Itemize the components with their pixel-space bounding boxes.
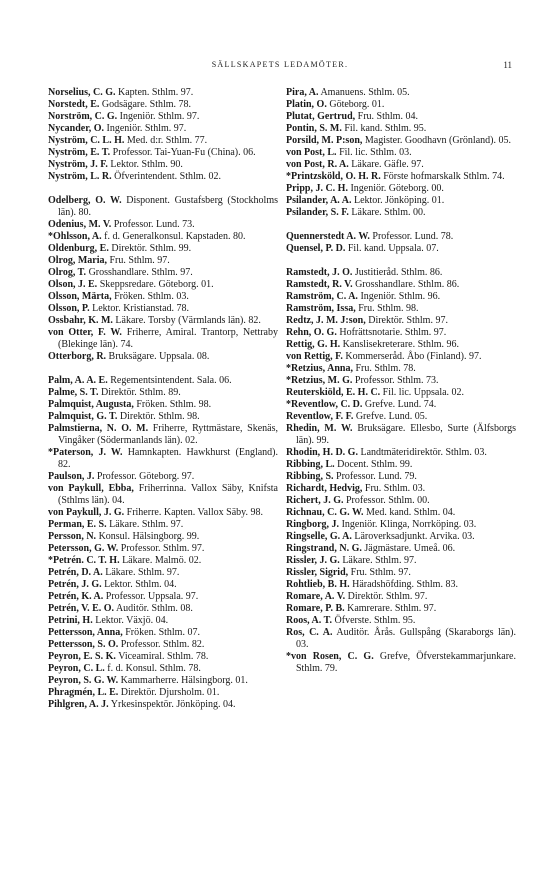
member-details: Bruksägare. Ellesbo, Surte (Älfsborgs län). 99. <box>296 423 516 446</box>
member-details: Grefve. Lund. 05. <box>353 411 428 422</box>
member-entry <box>48 243 278 255</box>
member-entry <box>48 351 278 363</box>
member-details: Läkare. Sthlm. 00. <box>348 207 426 218</box>
member-name: Rettig, G. H. <box>286 339 341 350</box>
member-name: Palmquist, Augusta, <box>48 399 134 410</box>
member-details: Lektor. Växjö. 04. <box>92 615 169 626</box>
member-name: *Petrén. C. T. H. <box>48 555 120 566</box>
member-name: Ribbing, S. <box>286 471 334 482</box>
member-details: Lektor. Sthlm. 90. <box>107 159 183 170</box>
member-entry <box>286 447 516 459</box>
member-entry <box>48 327 278 351</box>
member-name: Pira, A. <box>286 87 319 98</box>
member-name: Pihlgren, A. J. <box>48 699 109 710</box>
member-entry <box>286 303 516 315</box>
member-details: Grefve, Öfverstekammarjunkare. Sthlm. 79. <box>296 651 516 674</box>
member-entry <box>286 123 516 135</box>
member-entry <box>286 471 516 483</box>
member-details: Direktör. Sthlm. 89. <box>98 387 181 398</box>
member-name: Rohtlieb, B. H. <box>286 579 350 590</box>
member-details: Fröken. Sthlm. 03. <box>111 291 189 302</box>
member-name: Ramström, Issa, <box>286 303 356 314</box>
member-entry <box>286 231 516 243</box>
member-name: Olsson, P. <box>48 303 90 314</box>
member-details: Docent. Sthlm. 99. <box>334 459 413 470</box>
member-details: Fru. Sthlm. 98. <box>355 303 419 314</box>
member-entry <box>48 519 278 531</box>
member-details: Kamrerare. Sthlm. 97. <box>344 603 437 614</box>
member-entry <box>48 291 278 303</box>
member-entry <box>48 219 278 231</box>
member-details: Ingeniör. Sthlm. 97. <box>117 111 200 122</box>
member-name: von Post, R. A. <box>286 159 349 170</box>
member-entry <box>48 579 278 591</box>
member-entry <box>286 399 516 411</box>
member-entry <box>286 135 516 147</box>
member-name: Nycander, O. <box>48 123 105 134</box>
member-details: Öfverintendent. Sthlm. 02. <box>111 171 222 182</box>
member-name: Richnau, C. G. W. <box>286 507 364 518</box>
member-name: *Printzsköld, O. H. R. <box>286 171 381 182</box>
member-entry <box>48 411 278 423</box>
member-entry <box>286 327 516 339</box>
member-name: Ossbahr, K. M. <box>48 315 113 326</box>
member-entry <box>48 375 278 387</box>
member-entry <box>286 99 516 111</box>
member-entry <box>286 111 516 123</box>
member-details: Fru. Sthlm. 97. <box>348 567 411 578</box>
member-name: Peyron, C. L. <box>48 663 105 674</box>
member-details: Läkare. Malmö. 02. <box>119 555 202 566</box>
member-entry <box>286 411 516 423</box>
member-name: Nyström, E. T. <box>48 147 111 158</box>
member-details: Hamnkapten. Hawkhurst (England). 82. <box>58 447 278 470</box>
member-entry <box>286 483 516 495</box>
member-name: Paulson, J. <box>48 471 95 482</box>
member-name: Olrog, Maria, <box>48 255 107 266</box>
section-gap <box>48 183 278 195</box>
member-entry <box>48 603 278 615</box>
member-details: Läkare. Torsby (Värmlands län). 82. <box>112 315 261 326</box>
member-entry <box>48 507 278 519</box>
section-gap <box>48 363 278 375</box>
member-entry <box>286 495 516 507</box>
running-header <box>48 60 512 74</box>
member-details: Professor. Uppsala. 97. <box>103 591 199 602</box>
member-name: Nyström, C. L. H. <box>48 135 125 146</box>
member-entry <box>286 579 516 591</box>
member-entry <box>48 591 278 603</box>
member-entry <box>286 387 516 399</box>
member-entry <box>286 555 516 567</box>
member-entry <box>48 651 278 663</box>
member-details: Viceamiral. Sthlm. 78. <box>115 651 209 662</box>
page-number: 11 <box>503 60 512 70</box>
member-details: Godsägare. Sthlm. 78. <box>99 99 192 110</box>
member-details: Fil. kand. Uppsala. 07. <box>345 243 439 254</box>
member-entry <box>48 699 278 711</box>
member-details: Grefve. Lund. 74. <box>362 399 437 410</box>
member-details: Fru. Sthlm. 03. <box>362 483 426 494</box>
member-entry <box>286 591 516 603</box>
member-entry <box>48 663 278 675</box>
member-name: Psilander, A. A. <box>286 195 352 206</box>
member-entry <box>286 171 516 183</box>
member-details: Lektor. Sthlm. 04. <box>101 579 177 590</box>
member-details: Fil. lic. Sthlm. 03. <box>336 147 412 158</box>
member-details: Bruksägare. Uppsala. 08. <box>106 351 210 362</box>
member-name: Petersson, G. W. <box>48 543 119 554</box>
member-entry <box>286 87 516 99</box>
member-details: Direktör. Sthlm. 99. <box>108 243 192 254</box>
member-entry <box>48 87 278 99</box>
member-name: von Post, L. <box>286 147 337 158</box>
member-name: Peyron, E. S. K. <box>48 651 116 662</box>
member-details: Läkare. Gäfle. 97. <box>348 159 424 170</box>
member-details: Professor. Lund. 73. <box>111 219 195 230</box>
member-details: Läkare. Sthlm. 97. <box>339 555 417 566</box>
member-entry <box>48 423 278 447</box>
member-name: Platin, O. <box>286 99 327 110</box>
member-name: Rhodin, H. D. G. <box>286 447 358 458</box>
member-entry <box>48 627 278 639</box>
member-details: Läkare. Sthlm. 97. <box>102 567 180 578</box>
member-name: Olsson, Märta, <box>48 291 112 302</box>
member-entry <box>286 423 516 447</box>
member-details: f. d. Generalkonsul. Kapstaden. 80. <box>101 231 246 242</box>
member-entry <box>286 159 516 171</box>
member-details: Ingeniör. Sthlm. 97. <box>104 123 187 134</box>
member-entry <box>48 279 278 291</box>
member-entry <box>286 507 516 519</box>
member-details: Ingeniör. Sthlm. 96. <box>357 291 441 302</box>
member-entry <box>286 531 516 543</box>
member-entry <box>48 111 278 123</box>
member-details: Professor. Sthlm. 00. <box>343 495 430 506</box>
member-entry <box>48 399 278 411</box>
member-name: Pettersson, Anna, <box>48 627 123 638</box>
member-name: *Paterson, J. W. <box>48 447 123 458</box>
member-entry <box>48 147 278 159</box>
member-name: Peyron, S. G. W. <box>48 675 119 686</box>
member-entry <box>48 387 278 399</box>
member-name: Olrog, T. <box>48 267 87 278</box>
member-name: Petrén, V. E. O. <box>48 603 115 614</box>
member-details: Fru. Sthlm. 97. <box>106 255 170 266</box>
member-details: Direktör. Sthlm. 97. <box>365 315 448 326</box>
member-name: Odelberg, O. W. <box>48 195 122 206</box>
member-name: *Reventlow, C. D. <box>286 399 363 410</box>
member-name: von Paykull, Ebba, <box>48 483 134 494</box>
member-name: *Retzius, Anna, <box>286 363 353 374</box>
member-entry <box>286 615 516 627</box>
member-entry <box>286 279 516 291</box>
member-name: Ramstedt, R. V. <box>286 279 353 290</box>
member-details: Öfverste. Sthlm. 95. <box>332 615 416 626</box>
member-name: Persson, N. <box>48 531 97 542</box>
member-details: Fil. kand. Sthlm. 95. <box>341 123 427 134</box>
member-details: Direktör. Sthlm. 98. <box>117 411 200 422</box>
member-name: Plutat, Gertrud, <box>286 111 356 122</box>
member-entry <box>286 651 516 675</box>
member-details: Läkare. Sthlm. 97. <box>106 519 184 530</box>
member-entry <box>286 147 516 159</box>
member-details: Fröken. Sthlm. 07. <box>122 627 200 638</box>
member-details: Professor. Sthlm. 73. <box>352 375 439 386</box>
member-entry <box>286 315 516 327</box>
member-name: Redtz, J. M. J:son, <box>286 315 366 326</box>
member-name: Psilander, S. F. <box>286 207 349 218</box>
member-name: Norström, C. G. <box>48 111 118 122</box>
member-entry <box>286 243 516 255</box>
member-details: Friherre, Amiral. Trantorp, Nettraby (Blekinge län). 74. <box>58 327 278 350</box>
member-details: Kapten. Sthlm. 97. <box>115 87 194 98</box>
member-details: Direktör. Sthlm. 97. <box>345 591 428 602</box>
member-entry <box>48 639 278 651</box>
member-name: Rehn, O. G. <box>286 327 337 338</box>
member-name: Petrén, K. A. <box>48 591 104 602</box>
member-details: Friherrinna. Vallox Säby, Knifsta (Sthlms län). 04. <box>58 483 278 506</box>
member-details: Konsul. Hälsingborg. 99. <box>96 531 200 542</box>
member-entry <box>48 315 278 327</box>
member-entry <box>286 543 516 555</box>
member-entry <box>286 363 516 375</box>
member-details: Grosshandlare. Sthlm. 97. <box>86 267 193 278</box>
member-entry <box>48 123 278 135</box>
member-name: Ringstrand, N. G. <box>286 543 362 554</box>
member-details: Amanuens. Sthlm. 05. <box>318 87 410 98</box>
member-name: Petrini, H. <box>48 615 93 626</box>
member-details: Landtmäteridirektör. Sthlm. 03. <box>357 447 487 458</box>
member-name: Nyström, L. R. <box>48 171 112 182</box>
member-name: Roos, A. T. <box>286 615 333 626</box>
member-name: Pontin, S. M. <box>286 123 342 134</box>
member-name: Pettersson, S. O. <box>48 639 119 650</box>
member-name: Olson, J. E. <box>48 279 98 290</box>
member-name: Ros, C. A. <box>286 627 333 638</box>
member-name: Palmstierna, N. O. M. <box>48 423 149 434</box>
member-details: Justitieråd. Sthlm. 86. <box>352 267 443 278</box>
member-name: Romare, P. B. <box>286 603 345 614</box>
member-entry <box>48 471 278 483</box>
member-details: Grosshandlare. Sthlm. 86. <box>352 279 460 290</box>
member-details: Jägmästare. Umeå. 06. <box>361 543 456 554</box>
member-name: Palme, S. T. <box>48 387 99 398</box>
member-entry <box>48 171 278 183</box>
member-details: Direktör. Djursholm. 01. <box>118 687 220 698</box>
member-details: Regementsintendent. Sala. 06. <box>107 375 232 386</box>
member-details: Kanslisekreterare. Sthlm. 96. <box>340 339 460 350</box>
member-name: Palm, A. A. E. <box>48 375 108 386</box>
member-entry <box>48 615 278 627</box>
member-entry <box>48 483 278 507</box>
member-name: Petrén, J. G. <box>48 579 102 590</box>
member-details: Kammarherre. Hälsingborg. 01. <box>118 675 248 686</box>
section-gap <box>286 255 516 267</box>
member-name: *Ohlsson, A. <box>48 231 102 242</box>
member-details: Auditör. Sthlm. 08. <box>114 603 193 614</box>
member-details: Professor. Lund. 79. <box>333 471 417 482</box>
member-details: Ingeniör. Klinga, Norrköping. 03. <box>339 519 477 530</box>
member-details: Fru. Sthlm. 04. <box>355 111 418 122</box>
member-entry <box>286 339 516 351</box>
member-name: Ribbing, L. <box>286 459 335 470</box>
member-name: Norstedt, E. <box>48 99 100 110</box>
member-entry <box>286 567 516 579</box>
member-entry <box>48 531 278 543</box>
member-name: *Retzius, M. G. <box>286 375 353 386</box>
member-entry <box>286 627 516 651</box>
member-entry <box>48 447 278 471</box>
member-name: Ringselle, G. A. <box>286 531 352 542</box>
member-details: Fil. lic. Uppsala. 02. <box>380 387 465 398</box>
member-details: Friherre, Ryttmästare, Skenäs, Vingåker (Södermanlands län). 02. <box>58 423 278 446</box>
member-entry <box>48 255 278 267</box>
member-details: Med. d:r. Sthlm. 77. <box>124 135 208 146</box>
member-details: Professor. Sthlm. 82. <box>118 639 205 650</box>
member-entry <box>48 195 278 219</box>
member-details: Hofrättsnotarie. Sthlm. 97. <box>336 327 447 338</box>
member-entry <box>286 267 516 279</box>
member-entry <box>48 543 278 555</box>
member-entry <box>286 183 516 195</box>
member-details: Magister. Goodhavn (Grönland). 05. <box>362 135 511 146</box>
member-name: Romare, A. V. <box>286 591 346 602</box>
member-name: Otterborg, R. <box>48 351 107 362</box>
member-details: Häradshöfding. Sthlm. 83. <box>349 579 458 590</box>
member-entry <box>286 375 516 387</box>
member-entry <box>48 567 278 579</box>
member-entry <box>48 687 278 699</box>
member-name: Ringborg, J. <box>286 519 340 530</box>
member-entry <box>286 195 516 207</box>
member-details: Yrkesinspektör. Jönköping. 04. <box>108 699 236 710</box>
member-name: Ramström, C. A. <box>286 291 358 302</box>
member-name: Perman, E. S. <box>48 519 107 530</box>
member-details: Göteborg. 01. <box>326 99 385 110</box>
member-details: Läroverksadjunkt. Arvika. 03. <box>351 531 475 542</box>
member-entry <box>48 675 278 687</box>
member-name: von Rettig, F. <box>286 351 343 362</box>
member-name: Palmquist, G. T. <box>48 411 118 422</box>
page-header-title: SÄLLSKAPETS LEDAMÖTER. <box>211 60 349 69</box>
member-entry <box>48 303 278 315</box>
member-details: Lektor. Jönköping. 01. <box>351 195 445 206</box>
member-name: Norselius, C. G. <box>48 87 116 98</box>
left-column <box>48 87 278 711</box>
section-gap <box>286 219 516 231</box>
member-entry <box>48 231 278 243</box>
member-details: Lektor. Kristianstad. 78. <box>89 303 190 314</box>
member-name: Rhedin, M. W. <box>286 423 353 434</box>
member-details: Professor. Lund. 78. <box>369 231 454 242</box>
member-name: Rissler, Sigrid, <box>286 567 349 578</box>
member-name: Odenius, M. V. <box>48 219 112 230</box>
member-name: Rissler, J. G. <box>286 555 340 566</box>
member-name: Phragmén, L. E. <box>48 687 119 698</box>
member-entry <box>286 603 516 615</box>
member-name: Pripp, J. C. H. <box>286 183 348 194</box>
member-name: Quennerstedt A. W. <box>286 231 370 242</box>
member-details: Professor. Göteborg. 97. <box>94 471 195 482</box>
member-details: Förste hofmarskalk Sthlm. 74. <box>380 171 505 182</box>
member-details: Fru. Sthlm. 78. <box>352 363 416 374</box>
member-name: Porsild, M. P:son, <box>286 135 363 146</box>
member-details: Professor. Tai-Yuan-Fu (China). 06. <box>110 147 256 158</box>
member-name: von Paykull, J. G. <box>48 507 125 518</box>
member-name: Richert, J. G. <box>286 495 344 506</box>
member-name: Reventlow, F. F. <box>286 411 354 422</box>
member-name: Oldenburg, E. <box>48 243 109 254</box>
member-name: Quensel, P. D. <box>286 243 346 254</box>
member-name: Nyström, J. F. <box>48 159 108 170</box>
member-entry <box>286 351 516 363</box>
member-name: Richardt, Hedvig, <box>286 483 363 494</box>
member-entry <box>286 459 516 471</box>
member-entry <box>286 519 516 531</box>
member-details: Ingeniör. Göteborg. 00. <box>347 183 444 194</box>
member-details: Friherre. Kapten. Vallox Säby. 98. <box>124 507 264 518</box>
member-details: Fröken. Sthlm. 98. <box>133 399 212 410</box>
member-details: f. d. Konsul. Sthlm. 78. <box>104 663 201 674</box>
member-details: Kommerseråd. Åbo (Finland). 97. <box>342 351 482 362</box>
member-name: Petrén, D. A. <box>48 567 103 578</box>
member-entry <box>48 99 278 111</box>
member-entry <box>48 555 278 567</box>
member-details: Disponent. Gustafsberg (Stockholms län). 80. <box>58 195 278 218</box>
member-name: von Otter, F. W. <box>48 327 122 338</box>
member-details: Professor. Sthlm. 97. <box>118 543 205 554</box>
member-entry <box>286 291 516 303</box>
member-entry <box>286 207 516 219</box>
right-column <box>286 87 516 675</box>
member-details: Auditör. Årås. Gullspång (Skaraborgs län). 03. <box>296 627 516 650</box>
member-entry <box>48 159 278 171</box>
member-entry <box>48 267 278 279</box>
member-entry <box>48 135 278 147</box>
member-details: Med. kand. Sthlm. 04. <box>363 507 456 518</box>
member-name: Ramstedt, J. O. <box>286 267 353 278</box>
member-name: Reuterskiöld, E. H. C. <box>286 387 381 398</box>
member-details: Skeppsredare. Göteborg. 01. <box>97 279 214 290</box>
member-name: *von Rosen, C. G. <box>286 651 374 662</box>
